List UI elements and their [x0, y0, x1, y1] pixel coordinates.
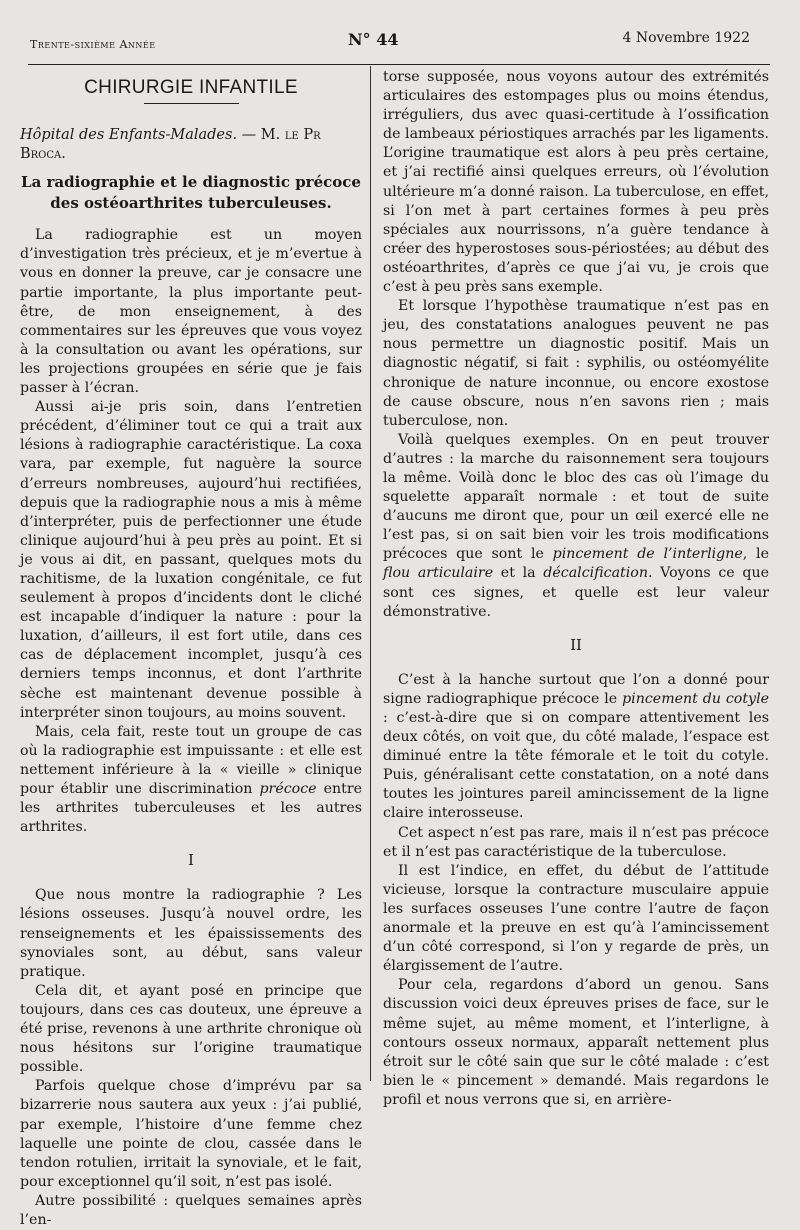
paragraph: Et lorsque l’hypothèse traumatique n’est pas en jeu, des constatations analogues peuvent ne pas nous permettre un diagnostic positif. Mais un diagnostic négatif, si fait : syphilis, ou ostéomyélite chronique de nature inconnue, ou encore exostose de cause obscure, nous n’en savons rien ; mais tuberculose, non. — [383, 298, 769, 429]
left-paragraphs-2 — [20, 886, 362, 1230]
header-rule — [28, 64, 770, 65]
emphasis: flou articulaire — [383, 565, 494, 582]
paragraph: torse supposée, nous voyons autour des extrémités articulaires des estompages plus ou moins étendus, irréguliers, dus avec quasi-certitude à l’ossification de lambeaux périostiques arrachés par les ligaments. L’origine traumatique est alors à peu près certaine, et j’ai rectifié ainsi quelques erreurs, où l’évolution ultérieure m’a donné raison. La tuberculose, en effet, si l’on met à part certaines formes à peu près spéciales aux nourrissons, n’a guère tendance à créer des hyperostoses sous-périostées; au début des ostéoarthrites, d’après ce que j’ai vu, je crois que c’est à peu près sans exemple. — [383, 69, 769, 296]
left-paragraphs — [20, 226, 362, 837]
article-title: La radiographie et le diagnostic précoce des ostéoarthrites tuberculeuses. — [21, 173, 361, 213]
running-head: Trente-sixième Année — [30, 38, 156, 51]
byline — [20, 126, 362, 164]
paragraph: Mais, cela fait, reste tout un groupe de cas où la radiographie est impuissante : et elle est nettement inférieure à la « vieille » clinique pour établir une discrimination précoce entre les arthrites tuberculeuses et les autres arthrites. — [20, 723, 362, 836]
page-header — [0, 26, 800, 52]
paragraph: Que nous montre la radiographie ? Les lésions osseuses. Jusqu’à nouvel ordre, les renseignements et les épaississements des synoviales sont, au début, sans valeur pratique. — [20, 887, 362, 980]
right-paragraphs — [383, 68, 769, 622]
column-divider — [370, 66, 371, 1081]
emphasis: pincement de l’interligne — [552, 546, 743, 563]
paragraph: La radiographie est un moyen d’investigation très précieux, et je m’evertue à vous en donner la preuve, car je consacre une partie importante, la plus importante peut-être, de mon enseignement, à des commentaires sur les épreuves que vous voyez à la consultation ou avant les opérations, sur les projections groupées en série que je fais passer à l’écran. — [20, 227, 362, 397]
right-paragraphs-2 — [383, 671, 769, 1110]
emphasis: décalcification — [543, 565, 648, 582]
byline-author: — M. le Pr Broca. — [20, 127, 321, 163]
emphasis: précoce — [259, 781, 317, 797]
paragraph: Autre possibilité : quelques semaines après l’en- — [20, 1192, 362, 1228]
byline-place: Hôpital des Enfants-Malades. — [20, 127, 238, 144]
paragraph: Voilà quelques exemples. On en peut trouver d’autres : la marche du raisonnement sera toujours la même. Voilà donc le bloc des cas où l’image du squelette apparaît normale : et tout de suite d’aucuns me diront que, pour un œil exercé elle ne l’est pas, si on sait bien voir les trois modifications précoces que sont le pincement de l’interligne, le flou articulaire et la décalcification. Voyons ce que sont ces signes, et quelle est leur valeur démonstrative. — [383, 431, 769, 620]
issue-number: N° 44 — [348, 30, 399, 49]
right-column — [383, 68, 769, 1110]
paragraph: Aussi ai-je pris soin, dans l’entretien précédent, d’éliminer tout ce qui a trait aux lésions à radiographie caractéristique. La coxa vara, par exemple, fut naguère la source d’erreurs nombreuses, aujourd’hui rectifiées, depuis que la radiographie nous a mis à même d’interpréter, puis de perfectionner une étude clinique aujourd’hui à peu près au point. Et si je vous ai dit, en passant, quelques mots du rachitisme, de la luxation congénitale, ce fut seulement à propos d’incidents dont le cliché est incapable d’indiquer la nature : pour la luxation, d’ailleurs, il est fort utile, dans ces cas de déplacement incomplet, jusqu’à ces derniers temps inconnus, et dont l’arthrite sèche est maintenant devenue possible à interpréter sinon toujours, au moins souvent. — [20, 399, 362, 721]
left-column — [20, 68, 362, 1230]
section-heading-1: I — [188, 851, 194, 870]
issue-date: 4 Novembre 1922 — [622, 30, 750, 46]
rubric-heading: CHIRURGIE INFANTILE — [84, 77, 298, 98]
paragraph: Cela dit, et ayant posé en principe que toujours, dans ces cas douteux, une épreuve a été prise, revenons à une arthrite chronique où nous hésitons sur l’origine traumatique possible. — [20, 982, 362, 1076]
paragraph: Il est l’indice, en effet, du début de l’attitude vicieuse, lorsque la contracture musculaire appuie les surfaces osseuses l’une contre l’autre de façon anormale et la preuve en est qu’à l’amincissement d’un côté correspond, si l’on y regarde de près, un élargissement de l’autre. — [383, 862, 769, 975]
paragraph: Parfois quelque chose d’imprévu par sa bizarrerie nous sautera aux yeux : j’ai publié, par exemple, l’histoire d’une femme chez laquelle une pointe de clou, cassée dans le tendon rotulien, irritait la synoviale, et le fait, pour exceptionnel qu’il soit, n’est pas isolé. — [20, 1078, 362, 1190]
section-heading-2: II — [570, 635, 582, 654]
emphasis: pincement du cotyle — [622, 690, 770, 707]
paragraph: Cet aspect n’est pas rare, mais il n’est pas précoce et il n’est pas caractéristique de la tuberculose. — [383, 824, 769, 860]
paragraph: C’est à la hanche surtout que l’on a donné pour signe radiographique précoce le pincement du cotyle : c’est-à-dire que si on compare attentivement les deux côtés, on voit que, du côté malade, l’espace est diminué entre la tête fémorale et le toit du cotyle. Puis, généralisant cette constatation, on a noté dans toutes les jointures pareil amincissement de la ligne claire interosseuse. — [383, 671, 770, 822]
paragraph: Pour cela, regardons d’abord un genou. Sans discussion voici deux épreuves prises de face, sur le même sujet, au même moment, et l’interligne, à contours osseux normaux, apparaît nettement plus étroit sur le côté sain que sur le côté malade : c’est bien le « pincement » demandé. Mais regardons le profil et nous verrons que si, en arrière- — [383, 977, 769, 1108]
rubric-rule — [144, 103, 239, 104]
